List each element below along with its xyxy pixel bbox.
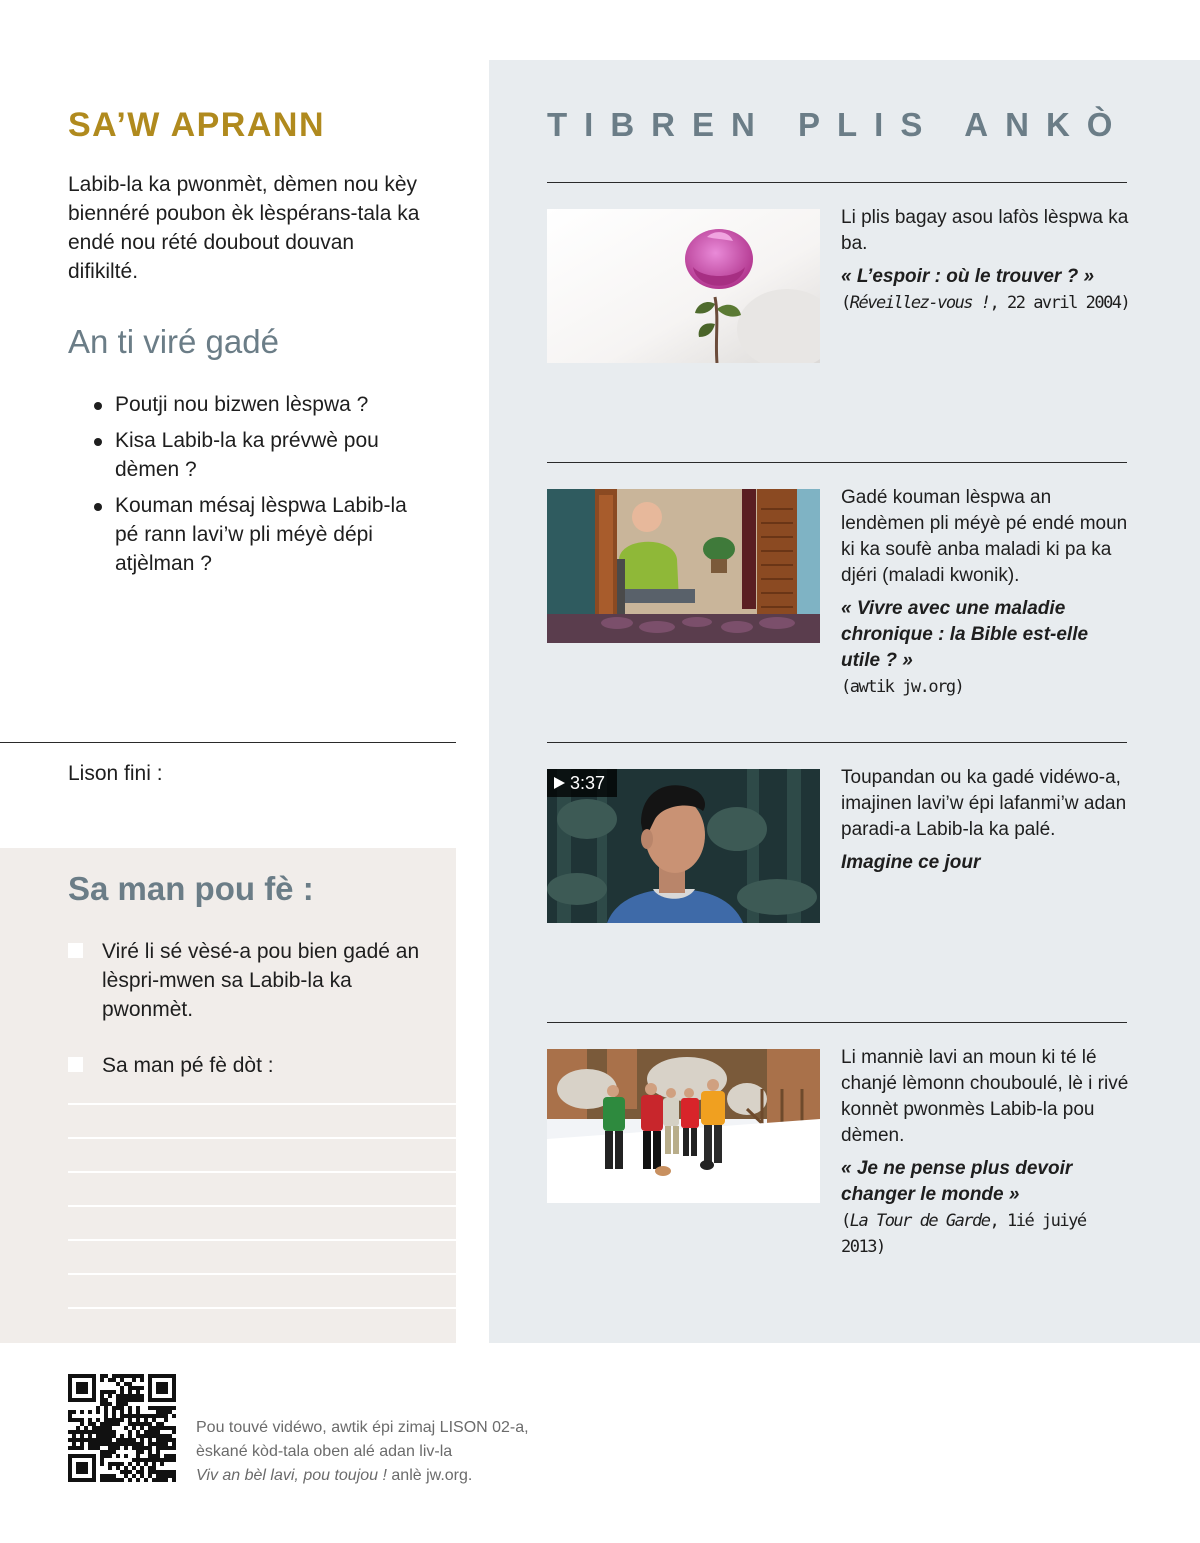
writing-line[interactable]	[68, 1307, 456, 1309]
todo-box	[0, 848, 456, 1343]
todo-item: Viré li sé vèsé-a pou bien gadé an lèspri-mwen sa Labib-la ka pwonmèt.	[68, 937, 428, 1024]
resource-title-link[interactable]: « Je ne pense plus devoir changer le monde »	[841, 1158, 1073, 1205]
lesson-done-label: Lison fini :	[68, 762, 163, 785]
divider	[547, 462, 1127, 463]
snow-walk-image[interactable]	[547, 1049, 820, 1203]
section-title: SA’W APRANN	[68, 106, 326, 144]
footer-note: Pou touvé vidéwo, awtik épi zimaj LISON 02-a, èskané kòd-tala oben alé adan liv-la Viv an bèl lavi, pou toujou ! anlè jw.org.	[196, 1419, 529, 1484]
flower-image[interactable]	[547, 209, 820, 363]
resource-text	[841, 1045, 1131, 1260]
resource-text	[841, 485, 1131, 700]
lesson-intro: Labib-la ka pwonmèt, dèmen nou kèy biennéré poubon èk lèspérans-tala ka endé nou rété doubout douvan difikilté.	[68, 173, 420, 283]
divider	[547, 742, 1127, 743]
writing-line[interactable]	[68, 1171, 456, 1173]
resource-title-link[interactable]: « Vivre avec une maladie chronique : la Bible est-elle utile ? »	[841, 598, 1089, 671]
review-question: Poutji nou bizwen lèspwa ?	[92, 390, 412, 419]
todo-heading: Sa man pou fè :	[68, 870, 314, 907]
resource-title-link[interactable]: « L’espoir : où le trouver ? »	[841, 266, 1095, 287]
divider	[0, 742, 456, 743]
checkbox[interactable]	[68, 1057, 83, 1072]
resource-title-link[interactable]: Imagine ce jour	[841, 852, 981, 873]
resource-description: Li plis bagay asou lafòs lèspwa ka ba.	[841, 207, 1129, 254]
review-question: Kisa Labib-la ka prévwè pou dèmen ?	[92, 426, 412, 484]
bullet-icon	[94, 503, 102, 511]
writing-line[interactable]	[68, 1273, 456, 1275]
qr-code-icon[interactable]	[68, 1374, 176, 1482]
resource-description: Gadé kouman lèspwa an lendèmen pli méyè pé endé moun ki ka soufè anba maladi ki pa ka djéri (maladi kwonik).	[841, 487, 1128, 586]
checkbox[interactable]	[68, 943, 83, 958]
resource-source: (La Tour de Garde, 1ié juiyé 2013)	[841, 1211, 1086, 1257]
resource-source: (Réveillez-vous !, 22 avril 2004)	[841, 293, 1130, 313]
resource-text	[841, 205, 1131, 316]
divider	[547, 1022, 1127, 1023]
resource-text	[841, 765, 1131, 876]
writing-line[interactable]	[68, 1103, 456, 1105]
todo-item: Sa man pé fè dòt :	[68, 1051, 428, 1080]
review-questions	[92, 390, 412, 585]
play-icon	[554, 777, 565, 789]
resource-source: (awtik jw.org)	[841, 677, 964, 697]
divider	[547, 182, 1127, 183]
writing-line[interactable]	[68, 1137, 456, 1139]
video-duration-badge[interactable]: 3:37	[547, 769, 617, 797]
review-heading: An ti viré gadé	[68, 323, 279, 360]
writing-line[interactable]	[68, 1205, 456, 1207]
more-heading: TIBREN PLIS ANKÒ	[547, 106, 1130, 143]
bullet-icon	[94, 402, 102, 410]
resource-description: Toupandan ou ka gadé vidéwo-a, imajinen lavi’w épi lafanmi’w adan paradi-a Labib-la ka palé.	[841, 767, 1127, 840]
review-question: Kouman mésaj lèspwa Labib-la pé rann lavi’w pli méyè dépi atjèlman ?	[92, 491, 412, 578]
resource-description: Li manniè lavi an moun ki té lé chanjé lèmonn chouboulé, lè i rivé konnèt pwonmès Labib-la pou dèmen.	[841, 1047, 1129, 1146]
wheelchair-image[interactable]	[547, 489, 820, 643]
bullet-icon	[94, 438, 102, 446]
writing-line[interactable]	[68, 1239, 456, 1241]
